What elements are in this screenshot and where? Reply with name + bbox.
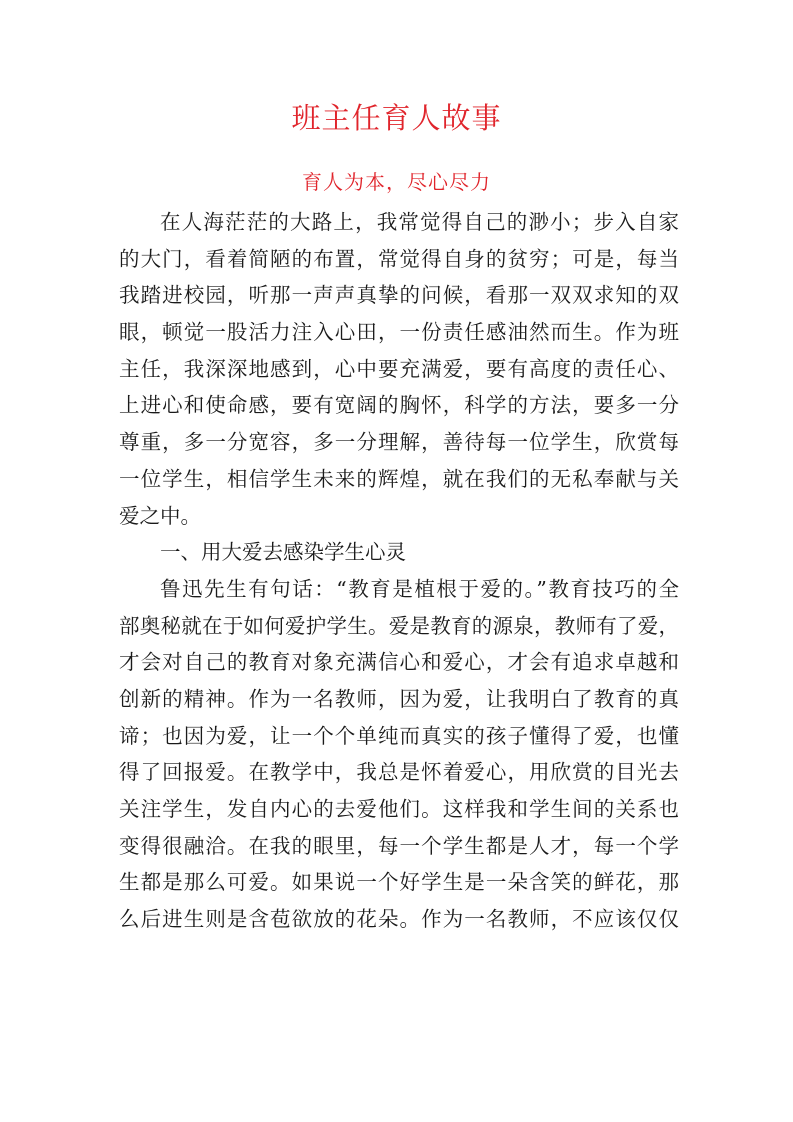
text-line: 在人海茫茫的大路上，我常觉得自己的渺小；步入自家 (160, 210, 679, 234)
text-line: 谛；也因为爱，让一个个单纯而真实的孩子懂得了爱，也懂 (119, 723, 679, 748)
text-line: 一、用大爱去感染学生心灵 (160, 540, 406, 565)
document-title: 班主任育人故事 (291, 101, 502, 135)
text-line: 的大门，看着简陋的布置，常觉得自身的贫穷；可是，每当 (119, 246, 679, 271)
text-line: 关注学生，发自内心的去爱他们。这样我和学生间的关系也 (119, 797, 679, 821)
text-line: 部奥秘就在于如何爱护学生。爱是教育的源泉，教师有了爱， (119, 613, 679, 638)
text-line: 生都是那么可爱。如果说一个好学生是一朵含笑的鲜花，那 (119, 870, 679, 895)
document-body (119, 204, 679, 938)
text-line: 我踏进校园，听那一声声真挚的问候，看那一双双求知的双 (119, 283, 679, 308)
text-line: 尊重，多一分宽容，多一分理解，善待每一位学生，欣赏每 (119, 430, 679, 455)
text-line: 鲁迅先生有句话：“教育是植根于爱的。”教育技巧的全 (160, 576, 679, 601)
text-line: 主任，我深深地感到，心中要充满爱，要有高度的责任心、 (119, 356, 679, 381)
text-line: 一位学生，相信学生未来的辉煌，就在我们的无私奉献与关 (119, 466, 679, 491)
document-subtitle: 育人为本，尽心尽力 (302, 170, 491, 194)
text-line: 眼，顿觉一股活力注入心田，一份责任感油然而生。作为班 (119, 320, 679, 345)
text-line: 才会对自己的教育对象充满信心和爱心，才会有追求卓越和 (119, 650, 679, 675)
text-line: 么后进生则是含苞欲放的花朵。作为一名教师，不应该仅仅 (119, 907, 679, 932)
text-line: 上进心和使命感，要有宽阔的胸怀，科学的方法，要多一分 (119, 393, 679, 418)
text-line: 创新的精神。作为一名教师，因为爱，让我明白了教育的真 (119, 686, 679, 711)
text-line: 爱之中。 (119, 503, 201, 528)
text-line: 变得很融洽。在我的眼里，每一个学生都是人才，每一个学 (119, 833, 679, 858)
text-line: 得了回报爱。在教学中，我总是怀着爱心，用欣赏的目光去 (119, 760, 679, 785)
